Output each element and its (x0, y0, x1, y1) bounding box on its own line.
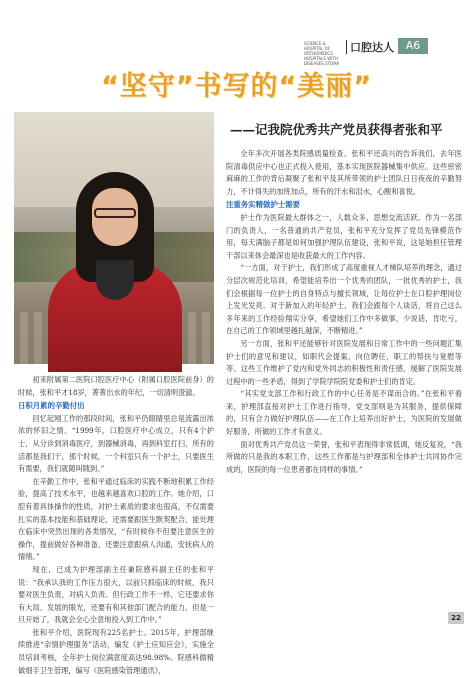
paragraph: 护士作为医院最大群体之一，人数众多，思想交流活跃。作为一名部门的负责人，一名普通的共产党员，张和平充分发挥了党员先锋模范作用，每天满脑子都是如何加强护理队伍建设，张和平说，这是她担任管理干部以来体会最深也是收获最大的工作内容。 (226, 212, 462, 260)
paragraph: 另一方面，张和平还能够针对医院发展和日常工作中的一些问题汇集护士们的意见和建议，如职代会提案，向位聘任，职工的帮扶与宽慰等等。这些工作维护了党内和党外同志的积极性和责任感，缓解了医院发展过程中的一些矛盾，得到了学院学院院党委和护士们的肯定。 (226, 338, 462, 386)
section-heading: 注重务实精做护士需要 (226, 200, 300, 210)
section-heading: 日积月累的辛勤付出 (18, 401, 85, 411)
paragraph: 面对优秀共产党员这一荣誉，张和平表现得非常低调，她反复说，“我所做的只是我的本职工作，这些工作都是与护理部和全体护士共同协作完成的，医院的每一位患者都在同样的事情。” (226, 439, 462, 474)
header-divider (346, 40, 347, 54)
article-title: “坚守”书写的“美丽” (101, 71, 372, 102)
header-small-text: SCIENCE & HOSPITAL OF ORTHOPEDICS HOSPITALS WITH DISEASES STOMA (304, 41, 340, 66)
paragraph: 现在，已成为护理部副主任兼院感科副主任的张和平说：“我承认我的工作压力很大，以前只抓临床的时候，我只要对医生负责，对病人负责。但行政工作不一样，它还要求你有大局、发展的眼光，还要有和其他部门配合的能力。但是一旦开始了，我就会全心全意地投入到工作中。” (18, 564, 214, 625)
paragraph: 张和平介绍，医院现有225名护士。2015年，护理部继续推进“亲情护理服务”活动，编发《护士应知应会》，实施全员培训考核，全年护士岗位满意度高达98.98%。院感科做精做细手卫生管理，编写《医院感染管理通讯》， (18, 627, 214, 675)
intro-paragraph: 初来附属第二医院口腔医疗中心（附属口腔医院前身）的时候，张和平才18岁，菁菁出水的年纪，一切清明澄澈。 (18, 375, 214, 397)
header-page-code: A6 (398, 38, 428, 54)
portrait-photo (14, 112, 214, 364)
paragraph: “一方面，对于护士，我们形成了高度重视人才梯队培养的理念，通过分层次规范化培训，希望能培养出一个优秀的团队，一批优秀的护士，我们会根据每一位护士的自身特点与擅长领域，让每位护士在口腔护理岗位上发光发亮。对于新加入的年轻护士，我们会跟每个人谈话，将自己这么多年来的工作经验翔实分享，希望她们工作中多做事，少说话，肯吃亏，在自己的工作领域里越扎越深，不断精进。” (226, 263, 462, 336)
left-column (18, 374, 214, 677)
page-number: 22 (448, 612, 464, 624)
paragraph: “其实党支部工作和行政工作的中心任务是不谋而合的。”在张和平看来，护理部直接对护士工作进行指导，党支部则是为其服务，提供保障的，只有合力做好护理队伍——在工作上培养出好护士，为医院的发展做好服务，所做的工作才有意义。 (226, 389, 462, 437)
paragraph: 回忆起刚工作的那段时间，张和平仍眼睛里总是流露出浓浓的怀旧之情。“1999年，口腔医疗中心成立，只有4个护士，从分诊到消毒医疗，到器械消毒，再到科室打扫，所有的活都是我们干，那个时候，一个科室只有一个护士，只要医生有需要，我们就随叫随到。” (18, 413, 214, 474)
header-section-name: 口腔达人 (350, 41, 394, 54)
paragraph: 在辛勤工作中，张和平通过临床的实践不断地积累工作经验，提高了技术水平，也越来越喜欢口腔的工作。她介绍，口腔有着具体操作的性质，对护士素质的要求也很高，不仅需要扎实的基本技能和基础理论，还需要跟医生默契配合，能处理在临床中突然出现的各类情况，“有时候你不但要注意医生的操作，提前做好各种准备，还要注意跟病人沟通，安抚病人的情绪。” (18, 476, 214, 562)
article-subtitle: ——记我院优秀共产党员获得者张和平 (230, 122, 443, 137)
page-header (304, 38, 464, 66)
paragraph: 全年多次开展各类院感质量检查。张和平还高兴的告诉我们，去年医院清毒供应中心也正式投入使用，基本实现医院器械集中供应。这些密密麻麻的工作的背后凝聚了张和平及其所带领的护士团队日日夜夜的辛勤努力，不计得失的加班加点，所有的汗水和泪水，心酸和喜悦。 (226, 149, 462, 196)
right-column (226, 148, 462, 476)
